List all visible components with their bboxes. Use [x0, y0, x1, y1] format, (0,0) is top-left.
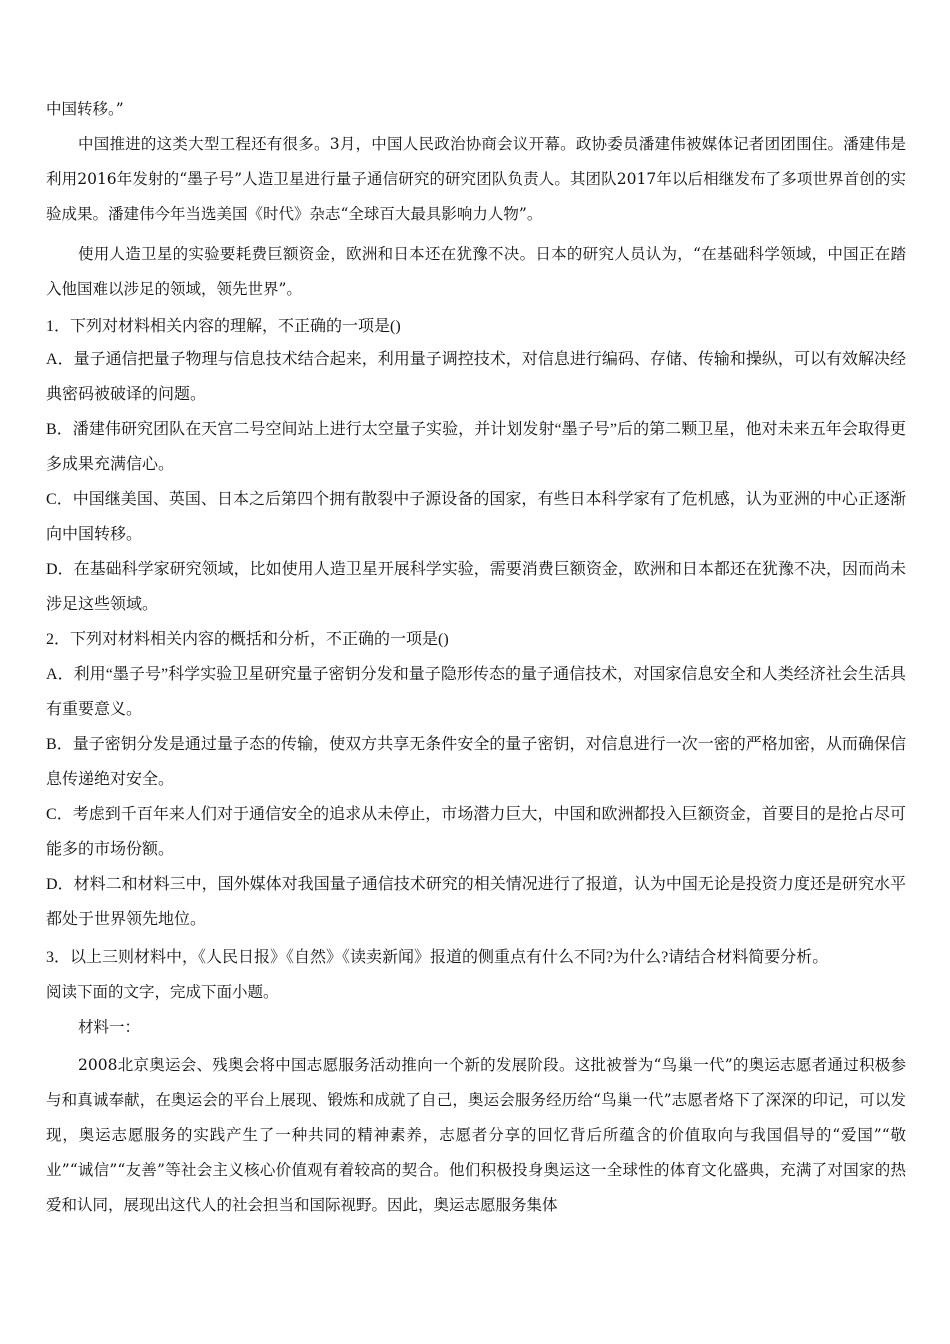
- passage-paragraph-1: 中国推进的这类大型工程还有很多。3月，中国人民政治协商会议开幕。政协委员潘建伟被媒体记者团团围住。潘建伟是利用2016年发射的“墨子号”人造卫星进行量子通信研究的研究团队负责人。其团队2017年以后相继发布了多项世界首创的实验成果。潘建伟今年当选美国《时代》杂志“全球百大最具影响力人物”。: [46, 135, 906, 223]
- question-2-option-a: A．利用“墨子号”科学实验卫星研究量子密钥分发和量子隐形传态的量子通信技术，对国家信息安全和人类经济社会生活具有重要意义。: [46, 666, 906, 718]
- material-paragraph: 2008北京奥运会、残奥会将中国志愿服务活动推向一个新的发展阶段。这批被誉为“鸟巢一代”的奥运志愿者通过积极参与和真诚奉献，在奥运会的平台上展现、锻炼和成就了自己，奥运会服务经历给“鸟巢一代”志愿者烙下了深深的印记，可以发现，奥运志愿服务的实践产生了一种共同的精神素养，志愿者分享的回忆背后所蕴含的价值取向与我国倡导的“爱国”“敬业”“诚信”“友善”等社会主义核心价值观有着较高的契合。他们积极投身奥运这一全球性的体育文化盛典，充满了对国家的热爱和认同，展现出这代人的社会担当和国际视野。因此，奥运志愿服务集体: [46, 1056, 906, 1214]
- material-label: 材料一：: [78, 1018, 141, 1036]
- question-2-option-c: C．考虑到千百年来人们对于通信安全的追求从未停止，市场潜力巨大，中国和欧洲都投入巨额资金，首要目的是抢占尽可能多的市场份额。: [46, 806, 906, 858]
- question-2-stem: 2．下列对材料相关内容的概括和分析，不正确的一项是(): [46, 631, 449, 648]
- question-1-option-d: D．在基础科学家研究领域，比如使用人造卫星开展科学实验，需要消费巨额资金，欧洲和日本都还在犹豫不决，因而尚未涉足这些领域。: [46, 561, 906, 613]
- question-1-stem: 1．下列对材料相关内容的理解，不正确的一项是(): [46, 318, 401, 335]
- passage-paragraph-2: 使用人造卫星的实验要耗费巨额资金，欧洲和日本还在犹豫不决。日本的研究人员认为，“在基础科学领域，中国正在踏入他国难以涉足的领域，领先世界”。: [46, 245, 906, 298]
- reading-instruction: 阅读下面的文字，完成下面小题。: [46, 983, 279, 1001]
- question-1-option-b: B．潘建伟研究团队在天宫二号空间站上进行太空量子实验，并计划发射“墨子号”后的第二颗卫星，他对未来五年会取得更多成果充满信心。: [46, 421, 906, 473]
- question-3-stem: 3．以上三则材料中，《人民日报》《自然》《读卖新闻》报道的侧重点有什么不同?为什么?请结合材料简要分析。: [46, 949, 829, 966]
- question-2-option-b: B．量子密钥分发是通过量子态的传输，使双方共享无条件安全的量子密钥，对信息进行一次一密的严格加密，从而确保信息传递绝对安全。: [46, 736, 906, 788]
- passage-tail-line: 中国转移。”: [46, 100, 124, 118]
- question-1-option-a: A．量子通信把量子物理与信息技术结合起来，利用量子调控技术，对信息进行编码、存储、传输和操纵，可以有效解决经典密码被破译的问题。: [46, 351, 906, 403]
- question-2-option-d: D．材料二和材料三中，国外媒体对我国量子通信技术研究的相关情况进行了报道，认为中国无论是投资力度还是研究水平都处于世界领先地位。: [46, 876, 906, 928]
- question-1-option-c: C．中国继美国、英国、日本之后第四个拥有散裂中子源设备的国家，有些日本科学家有了危机感，认为亚洲的中心正逐渐向中国转移。: [46, 491, 906, 543]
